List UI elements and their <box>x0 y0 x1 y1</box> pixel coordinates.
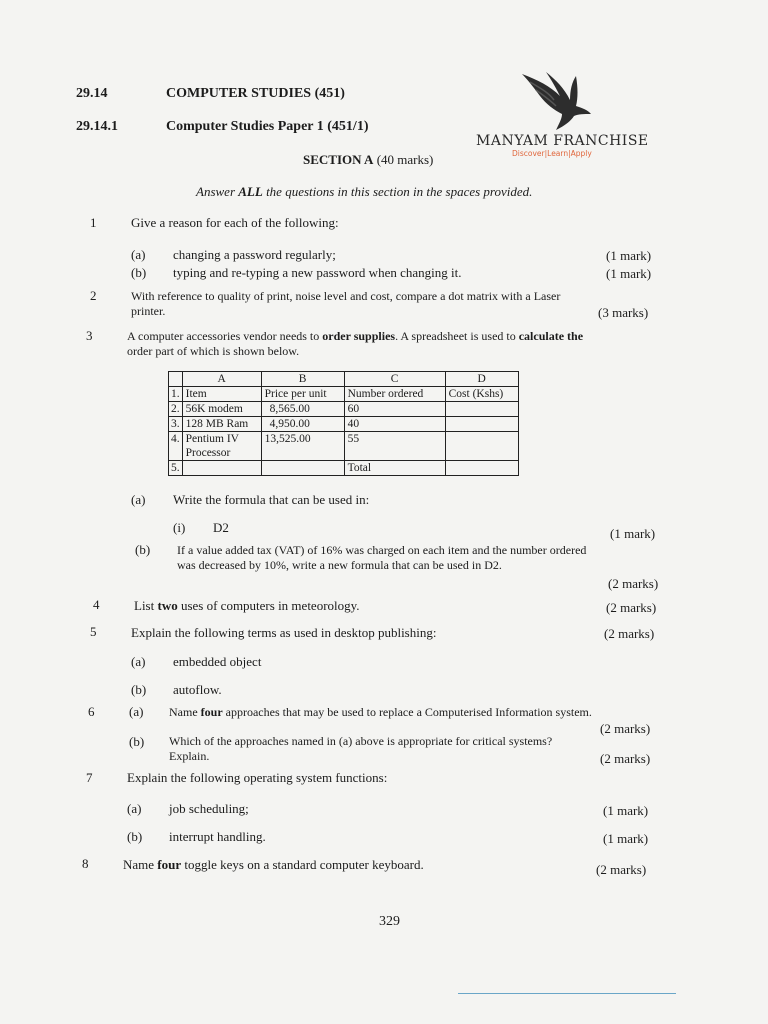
q7a-marks: (1 mark) <box>603 803 649 818</box>
section-label: SECTION A <box>303 152 374 167</box>
q2-line2: printer. <box>131 304 166 318</box>
cell-c: Total <box>344 461 445 476</box>
q8-post: toggle keys on a standard computer keyboard. <box>181 857 424 872</box>
q3-line1-mid: . A spreadsheet is used to <box>395 329 519 343</box>
q7a-label: (a) <box>127 801 142 816</box>
q6a-text <box>169 705 592 720</box>
table-row <box>169 417 519 432</box>
q1b-marks: (1 mark) <box>606 266 652 281</box>
cell-d <box>445 402 518 417</box>
eagle-logo-icon <box>520 70 592 132</box>
instruction-pre: Answer <box>196 184 239 199</box>
paper-number: 29.14.1 <box>76 119 118 134</box>
q6a-marks: (2 marks) <box>600 721 651 736</box>
q3b-line2: was decreased by 10%, write a new formula that can be used in D2. <box>177 558 502 572</box>
q1-text: Give a reason for each of the following: <box>131 215 339 230</box>
q2-number: 2 <box>90 288 97 303</box>
cell-b: 8,565.00 <box>261 402 344 417</box>
q6b-line1: Which of the approaches named in (a) above is appropriate for critical systems? <box>169 734 553 748</box>
table-row <box>169 387 519 402</box>
col-header-b: B <box>261 372 344 387</box>
q3ai-label: (i) <box>173 520 186 535</box>
row-number: 5. <box>169 461 183 476</box>
table-row <box>169 432 519 461</box>
q3-line1-bold2: calculate the <box>518 329 584 343</box>
cell-d: Cost (Kshs) <box>445 387 518 402</box>
instruction-post: the questions in this section in the spaces provided. <box>262 184 533 199</box>
q3b-label: (b) <box>135 542 151 557</box>
q8-marks: (2 marks) <box>596 862 647 877</box>
cell-a-line2: Processor <box>185 447 231 459</box>
q3a-text: Write the formula that can be used in: <box>173 492 370 507</box>
row-number: 3. <box>169 417 183 432</box>
q6a-label: (a) <box>129 704 144 719</box>
cell-b: 4,950.00 <box>261 417 344 432</box>
col-header-a: A <box>182 372 261 387</box>
q6b-label: (b) <box>129 734 145 749</box>
q4-number: 4 <box>93 597 100 612</box>
q7b-text: interrupt handling. <box>169 829 266 844</box>
q2-marks: (3 marks) <box>598 305 649 320</box>
q5b-label: (b) <box>131 682 147 697</box>
q3-line1 <box>127 329 583 344</box>
q4-post: uses of computers in meteorology. <box>177 598 360 613</box>
table-row <box>169 402 519 417</box>
q5-marks: (2 marks) <box>604 626 655 641</box>
cell-a <box>182 461 261 476</box>
cell-d <box>445 432 518 461</box>
logo-tagline: Discover|Learn|Apply <box>512 149 592 158</box>
q2-line1: With reference to quality of print, noise level and cost, compare a dot matrix with a Laser <box>131 289 561 303</box>
cell-b: Price per unit <box>261 387 344 402</box>
page-number: 329 <box>379 914 400 929</box>
q3a-label: (a) <box>131 492 146 507</box>
col-header-d: D <box>445 372 518 387</box>
cell-d <box>445 461 518 476</box>
q7b-label: (b) <box>127 829 143 844</box>
q3-number: 3 <box>86 328 93 343</box>
q8-text <box>123 857 424 873</box>
cell-c: Number ordered <box>344 387 445 402</box>
q1-number: 1 <box>90 215 97 230</box>
cell-b: 13,525.00 <box>261 432 344 461</box>
paper-title: Computer Studies Paper 1 (451/1) <box>166 119 369 134</box>
table-corner-cell <box>169 372 183 387</box>
table-header-row <box>169 372 519 387</box>
row-number: 2. <box>169 402 183 417</box>
q3ai-marks: (1 mark) <box>610 526 656 541</box>
q5-number: 5 <box>90 624 97 639</box>
q7a-text: job scheduling; <box>169 801 249 816</box>
footer-divider <box>458 993 676 994</box>
q8-pre: Name <box>123 857 158 872</box>
cell-a: 128 MB Ram <box>182 417 261 432</box>
subject-title: COMPUTER STUDIES (451) <box>166 86 345 101</box>
logo-name: MANYAM FRANCHISE <box>476 133 649 149</box>
q4-text <box>134 598 360 614</box>
q4-bold: two <box>157 598 178 613</box>
row-number: 4. <box>169 432 183 461</box>
cell-c: 55 <box>344 432 445 461</box>
cell-b <box>261 461 344 476</box>
q1a-label: (a) <box>131 247 146 262</box>
q6a-pre: Name <box>169 705 201 719</box>
col-header-c: C <box>344 372 445 387</box>
cell-a <box>182 432 261 461</box>
q6a-bold: four <box>200 705 223 719</box>
cell-c: 60 <box>344 402 445 417</box>
q1b-text: typing and re-typing a new password when changing it. <box>173 265 462 280</box>
q3-line2: order part of which is shown below. <box>127 344 300 358</box>
instructions <box>196 184 532 200</box>
cell-d <box>445 417 518 432</box>
cell-a-line1: Pentium IV <box>185 433 239 445</box>
q3-line1-bold: order supplies <box>322 329 396 343</box>
q6b-marks: (2 marks) <box>600 751 651 766</box>
q7-text: Explain the following operating system functions: <box>127 770 388 785</box>
q3ai-text: D2 <box>213 520 229 535</box>
instruction-bold: ALL <box>238 184 263 199</box>
section-marks: (40 marks) <box>376 152 434 167</box>
q6a-post: approaches that may be used to replace a Computerised Information system. <box>222 705 592 719</box>
q5a-label: (a) <box>131 654 146 669</box>
q4-pre: List <box>134 598 158 613</box>
q3b-line1: If a value added tax (VAT) of 16% was charged on each item and the number ordered <box>177 543 587 557</box>
q5-text: Explain the following terms as used in desktop publishing: <box>131 625 437 640</box>
q4-marks: (2 marks) <box>606 600 657 615</box>
q6b-line2: Explain. <box>169 749 210 763</box>
q7-number: 7 <box>86 770 93 785</box>
cell-a: Item <box>182 387 261 402</box>
q1a-text: changing a password regularly; <box>173 247 336 262</box>
table-row <box>169 461 519 476</box>
q1a-marks: (1 mark) <box>606 248 652 263</box>
q5b-text: autoflow. <box>173 682 222 697</box>
q6-number: 6 <box>88 704 95 719</box>
q1b-label: (b) <box>131 265 147 280</box>
q7b-marks: (1 mark) <box>603 831 649 846</box>
q3-line1-pre: A computer accessories vendor needs to <box>127 329 323 343</box>
q3b-marks: (2 marks) <box>608 576 659 591</box>
cell-a: 56K modem <box>182 402 261 417</box>
row-number: 1. <box>169 387 183 402</box>
q8-number: 8 <box>82 856 89 871</box>
q8-bold: four <box>157 857 182 872</box>
cell-c: 40 <box>344 417 445 432</box>
orders-table <box>168 371 519 476</box>
q5a-text: embedded object <box>173 654 262 669</box>
section-number: 29.14 <box>76 86 108 101</box>
section-heading <box>303 152 433 168</box>
